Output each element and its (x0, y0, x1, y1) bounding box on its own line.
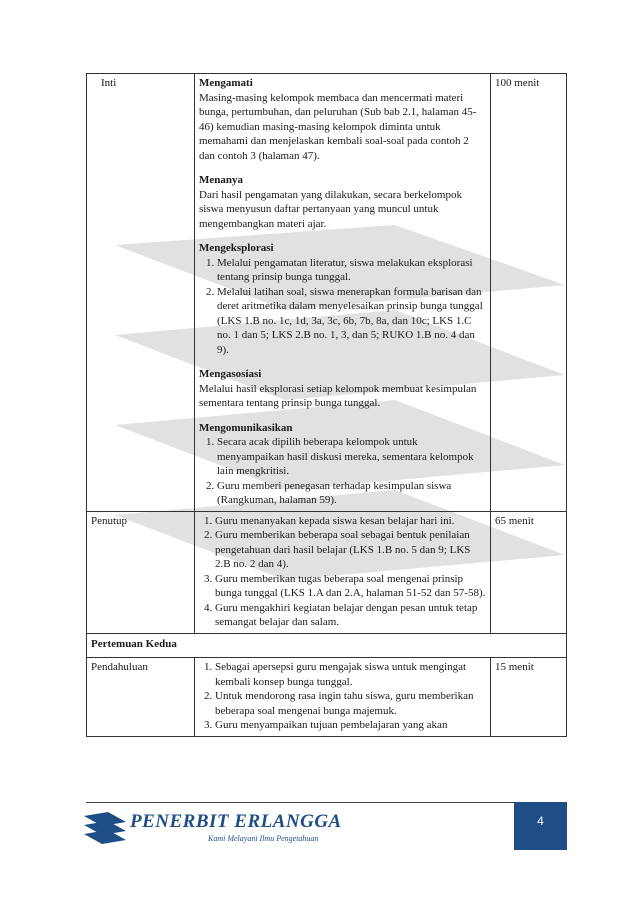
list-item: 1. Secara acak dipilih beberapa kelompok untuk menyampaikan hasil diskusi mereka, sementara kelompok lain mengkritisi. (217, 435, 486, 479)
publisher-tagline: Kami Melayani Ilmu Pengetahuan (208, 834, 319, 843)
table-row (87, 658, 567, 737)
duration-label: 100 menit (495, 77, 540, 89)
section-menanya (199, 173, 486, 231)
table-row (87, 511, 567, 633)
section-mengomunikasikan (199, 421, 486, 508)
list-item: 1. Guru menanyakan kepada siswa kesan belajar hari ini. (215, 514, 486, 529)
section-title: Mengamati (199, 77, 253, 89)
section-text: Dari hasil pengamatan yang dilakukan, secara berkelompok siswa menyusun daftar pertanyaan yang muncul untuk mengembangkan materi ajar. (199, 188, 462, 230)
list-item: 2. Untuk mendorong rasa ingin tahu siswa, guru memberikan beberapa soal mengenai bunga majemuk. (215, 689, 486, 718)
section-title: Mengasosiasi (199, 368, 262, 380)
lesson-plan-table (86, 73, 567, 737)
numbered-list (199, 514, 486, 630)
section-text: Masing-masing kelompok membaca dan mencermati materi bunga, pertumbuhan, dan peluruhan (Sub bab 2.1, halaman 45-46) kemudian masing-masing kelompok diminta untuk memahami dan menjelaskan kembali soal-soal pada contoh 2 dan contoh 3 (halaman 47). (199, 91, 477, 162)
phase-label: Pendahuluan (91, 661, 148, 673)
list-item: 2. Guru memberikan beberapa soal sebagai bentuk penilaian pengetahuan dari hasil belajar (LKS 1.B no. 5 dan 9; LKS 2.B no. 2 dan 4). (215, 528, 486, 572)
page-number-box (514, 802, 567, 850)
section-title: Menanya (199, 174, 243, 186)
list-item: 3. Guru menyampaikan tujuan pembelajaran yang akan (215, 718, 486, 733)
page-number: 4 (537, 814, 544, 828)
duration-cell (491, 511, 567, 633)
numbered-list (199, 660, 486, 733)
phase-cell (87, 511, 195, 633)
footer-divider (86, 802, 514, 803)
numbered-list (199, 435, 486, 508)
phase-label: Penutup (91, 514, 128, 527)
duration-cell (491, 658, 567, 737)
list-item: 4. Guru mengakhiri kegiatan belajar dengan pesan untuk tetap semangat belajar dan salam. (215, 601, 486, 630)
list-item: 1. Sebagai apersepsi guru mengajak siswa untuk mengingat kembali konsep bunga tunggal. (215, 660, 486, 689)
list-item: 2. Guru memberi penegasan terhadap kesimpulan siswa (Rangkuman, halaman 59). (217, 479, 486, 508)
duration-label: 65 menit (495, 514, 534, 527)
phase-cell (87, 658, 195, 737)
section-mengasosiasi (199, 367, 486, 411)
activity-cell (195, 511, 491, 633)
list-item: 3. Guru memberikan tugas beberapa soal mengenai prinsip bunga tunggal (LKS 1.A dan 2.A, halaman 51-52 dan 57-58). (215, 572, 486, 601)
list-item: 2. Melalui latihan soal, siswa menerapkan formula barisan dan deret aritmetika dalam menyelesaikan prinsip bunga tunggal (LKS 1.B no. 1c, 1d, 3a, 3c, 6b, 7b, 8a, dan 10c; LKS 1.C no. 1 dan 5; LKS 2.B no. 1, 3, dan 5; RUKO 1.B no. 4 dan 9). (217, 285, 486, 358)
table-row (87, 633, 567, 658)
section-title: Mengeksplorasi (199, 242, 274, 254)
section-text: Melalui hasil eksplorasi setiap kelompok membuat kesimpulan sementara tentang prinsip bunga tunggal. (199, 382, 477, 409)
section-mengeksplorasi (199, 241, 486, 357)
section-mengamati (199, 76, 486, 163)
duration-label: 15 menit (495, 661, 534, 673)
activity-cell (195, 74, 491, 512)
numbered-list (199, 256, 486, 358)
duration-cell (491, 74, 567, 512)
phase-label: Inti (101, 77, 117, 89)
meeting-heading: Pertemuan Kedua (87, 633, 567, 658)
list-item: 1. Melalui pengamatan literatur, siswa melakukan eksplorasi tentang prinsip bunga tunggal. (217, 256, 486, 285)
table-row (87, 74, 567, 512)
section-title: Mengomunikasikan (199, 421, 293, 434)
publisher-name: PENERBIT ERLANGGA (130, 811, 342, 832)
phase-cell (87, 74, 195, 512)
activity-cell (195, 658, 491, 737)
